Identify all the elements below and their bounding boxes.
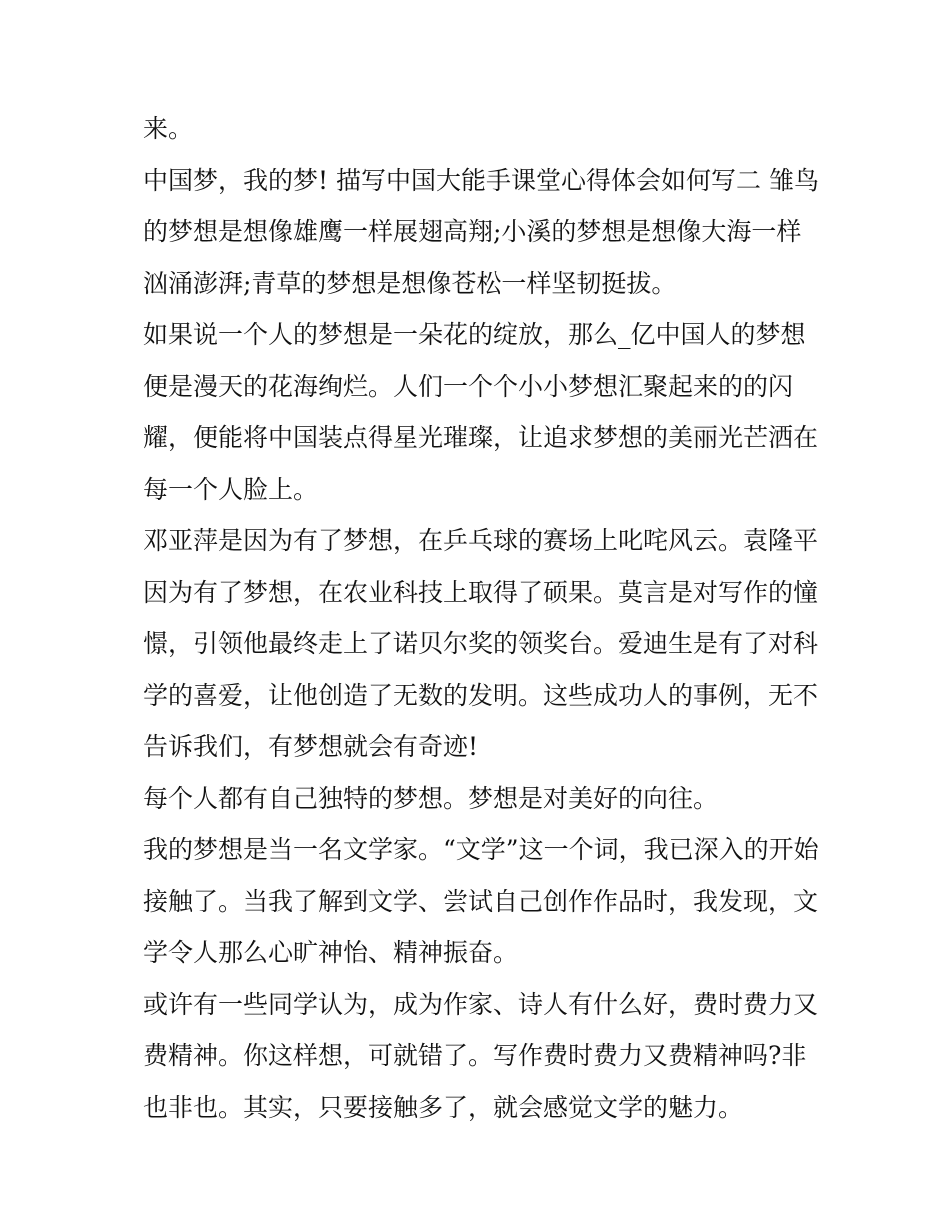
text-line: 来。 — [143, 114, 194, 143]
text-line: 每一个人脸上。 — [143, 475, 319, 504]
text-line: 耀，便能将中国装点得星光璀璨，让追求梦想的美丽光芒洒在 — [143, 423, 819, 452]
text-line: 学的喜爱，让他创造了无数的发明。这些成功人的事例，无不 — [143, 681, 819, 710]
text-line: 我的梦想是当一名文学家。“文学”这一个词，我已深入的开始 — [143, 835, 819, 864]
text-line: 学令人那么心旷神怡、精神振奋。 — [143, 938, 519, 967]
text-line: 憬，引领他最终走上了诺贝尔奖的领奖台。爱迪生是有了对科 — [143, 629, 819, 658]
text-line: 或许有一些同学认为，成为作家、诗人有什么好，费时费力又 — [143, 990, 819, 1019]
text-line: 接触了。当我了解到文学、尝试自己创作作品时，我发现，文 — [143, 887, 819, 916]
text-line: 费精神。你这样想，可就错了。写作费时费力又费精神吗?非 — [143, 1041, 807, 1070]
text-line: 如果说一个人的梦想是一朵花的绽放，那么_亿中国人的梦想 — [143, 320, 806, 349]
text-line: 汹涌澎湃;青草的梦想是想像苍松一样坚韧挺拔。 — [143, 269, 677, 298]
text-line: 告诉我们，有梦想就会有奇迹! — [143, 732, 479, 761]
text-line: 中国梦，我的梦! 描写中国大能手课堂心得体会如何写二 雏鸟 — [143, 166, 819, 195]
text-line: 邓亚萍是因为有了梦想，在乒乓球的赛场上叱咤风云。袁隆平 — [143, 526, 819, 555]
text-line: 因为有了梦想，在农业科技上取得了硕果。莫言是对写作的憧 — [143, 578, 819, 607]
text-line: 的梦想是想像雄鹰一样展翅高翔;小溪的梦想是想像大海一样 — [143, 217, 802, 246]
text-line: 每个人都有自己独特的梦想。梦想是对美好的向往。 — [143, 784, 719, 813]
text-line: 便是漫天的花海绚烂。人们一个个小小梦想汇聚起来的的闪 — [143, 372, 794, 401]
text-line: 也非也。其实，只要接触多了，就会感觉文学的魅力。 — [143, 1093, 744, 1122]
